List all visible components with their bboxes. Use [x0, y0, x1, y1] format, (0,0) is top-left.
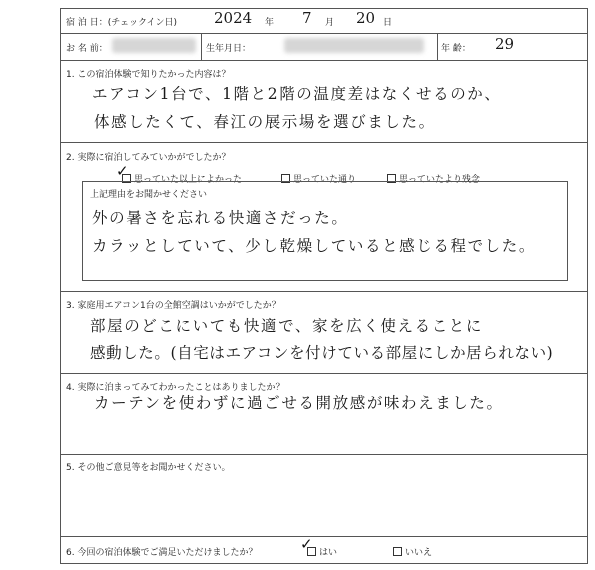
- q5-question: 5. その他ご意見等をお聞かせください。: [66, 463, 231, 473]
- name-label: お 名 前：: [66, 44, 108, 54]
- q2-reason-label: 上記理由をお聞かせください: [90, 190, 208, 200]
- q3-question: 3. 家庭用エアコン1台の全館空調はいかがでしたか？: [66, 301, 281, 311]
- q2-option-better-label: 思っていた以上によかった: [134, 175, 243, 185]
- q6-question: 6. 今回の宿泊体験でご満足いただけましたか？: [66, 548, 258, 558]
- age-value: 29: [495, 35, 515, 53]
- stay-date-label: 宿 泊 日：(チェックイン日): [66, 18, 178, 28]
- birthdate-label: 生年月日：: [206, 44, 252, 54]
- divider-name-birth: [201, 33, 202, 60]
- divider-header: [60, 33, 588, 34]
- checkbox-no[interactable]: [393, 547, 402, 556]
- q6-option-yes-label: はい: [319, 548, 338, 558]
- q1-answer-line-2: 体感したくて、春江の展示場を選びました。: [94, 113, 436, 131]
- stay-year-value: 2024: [214, 9, 253, 27]
- q2-reason-line-2: カラッとしていて、少し乾燥していると感じる程でした。: [92, 237, 536, 255]
- q3-answer-line-1: 部屋のどこにいても快適で、家を広く使えることに: [90, 317, 483, 335]
- divider-q3: [60, 373, 588, 374]
- q1-question: 1. この宿泊体験で知りたかった内容は？: [66, 70, 231, 80]
- q2-option-as-expected-label: 思っていた通り: [293, 175, 357, 185]
- divider-identity: [60, 60, 588, 61]
- redacted-birthdate: [284, 38, 424, 53]
- check-mark-icon: ✓: [300, 535, 313, 553]
- divider-q5: [60, 536, 588, 537]
- stay-month-value: 7: [302, 9, 312, 27]
- age-label: 年 齢：: [441, 44, 471, 54]
- divider-q2: [60, 291, 588, 292]
- q6-option-no-label: いいえ: [405, 548, 433, 558]
- divider-birth-age: [437, 33, 438, 60]
- q1-answer-line-1: エアコン1台で、1階と2階の温度差はなくせるのか、: [92, 85, 502, 103]
- q4-answer-line-1: カーテンを使わずに過ごせる開放感が味わえました。: [94, 394, 504, 412]
- stay-day-value: 20: [356, 9, 376, 27]
- q2-question: 2. 実際に宿泊してみていかがでしたか？: [66, 153, 231, 163]
- q3-answer-line-2: 感動した。(自宅はエアコンを付けている部屋にしか居られない): [90, 344, 554, 362]
- q4-question: 4. 実際に泊まってみてわかったことはありましたか？: [66, 383, 285, 393]
- check-mark-icon: ✓: [116, 162, 129, 180]
- q6-option-no[interactable]: [393, 545, 432, 558]
- divider-q4: [60, 454, 588, 455]
- q2-option-disappointing-label: 思っていたより残念: [399, 175, 481, 185]
- divider-q1: [60, 142, 588, 143]
- redacted-name: [112, 38, 196, 53]
- stay-day-unit: 日: [383, 18, 393, 28]
- stay-year-unit: 年: [265, 18, 275, 28]
- stay-month-unit: 月: [325, 18, 335, 28]
- q2-reason-line-1: 外の暑さを忘れる快適さだった。: [92, 209, 349, 227]
